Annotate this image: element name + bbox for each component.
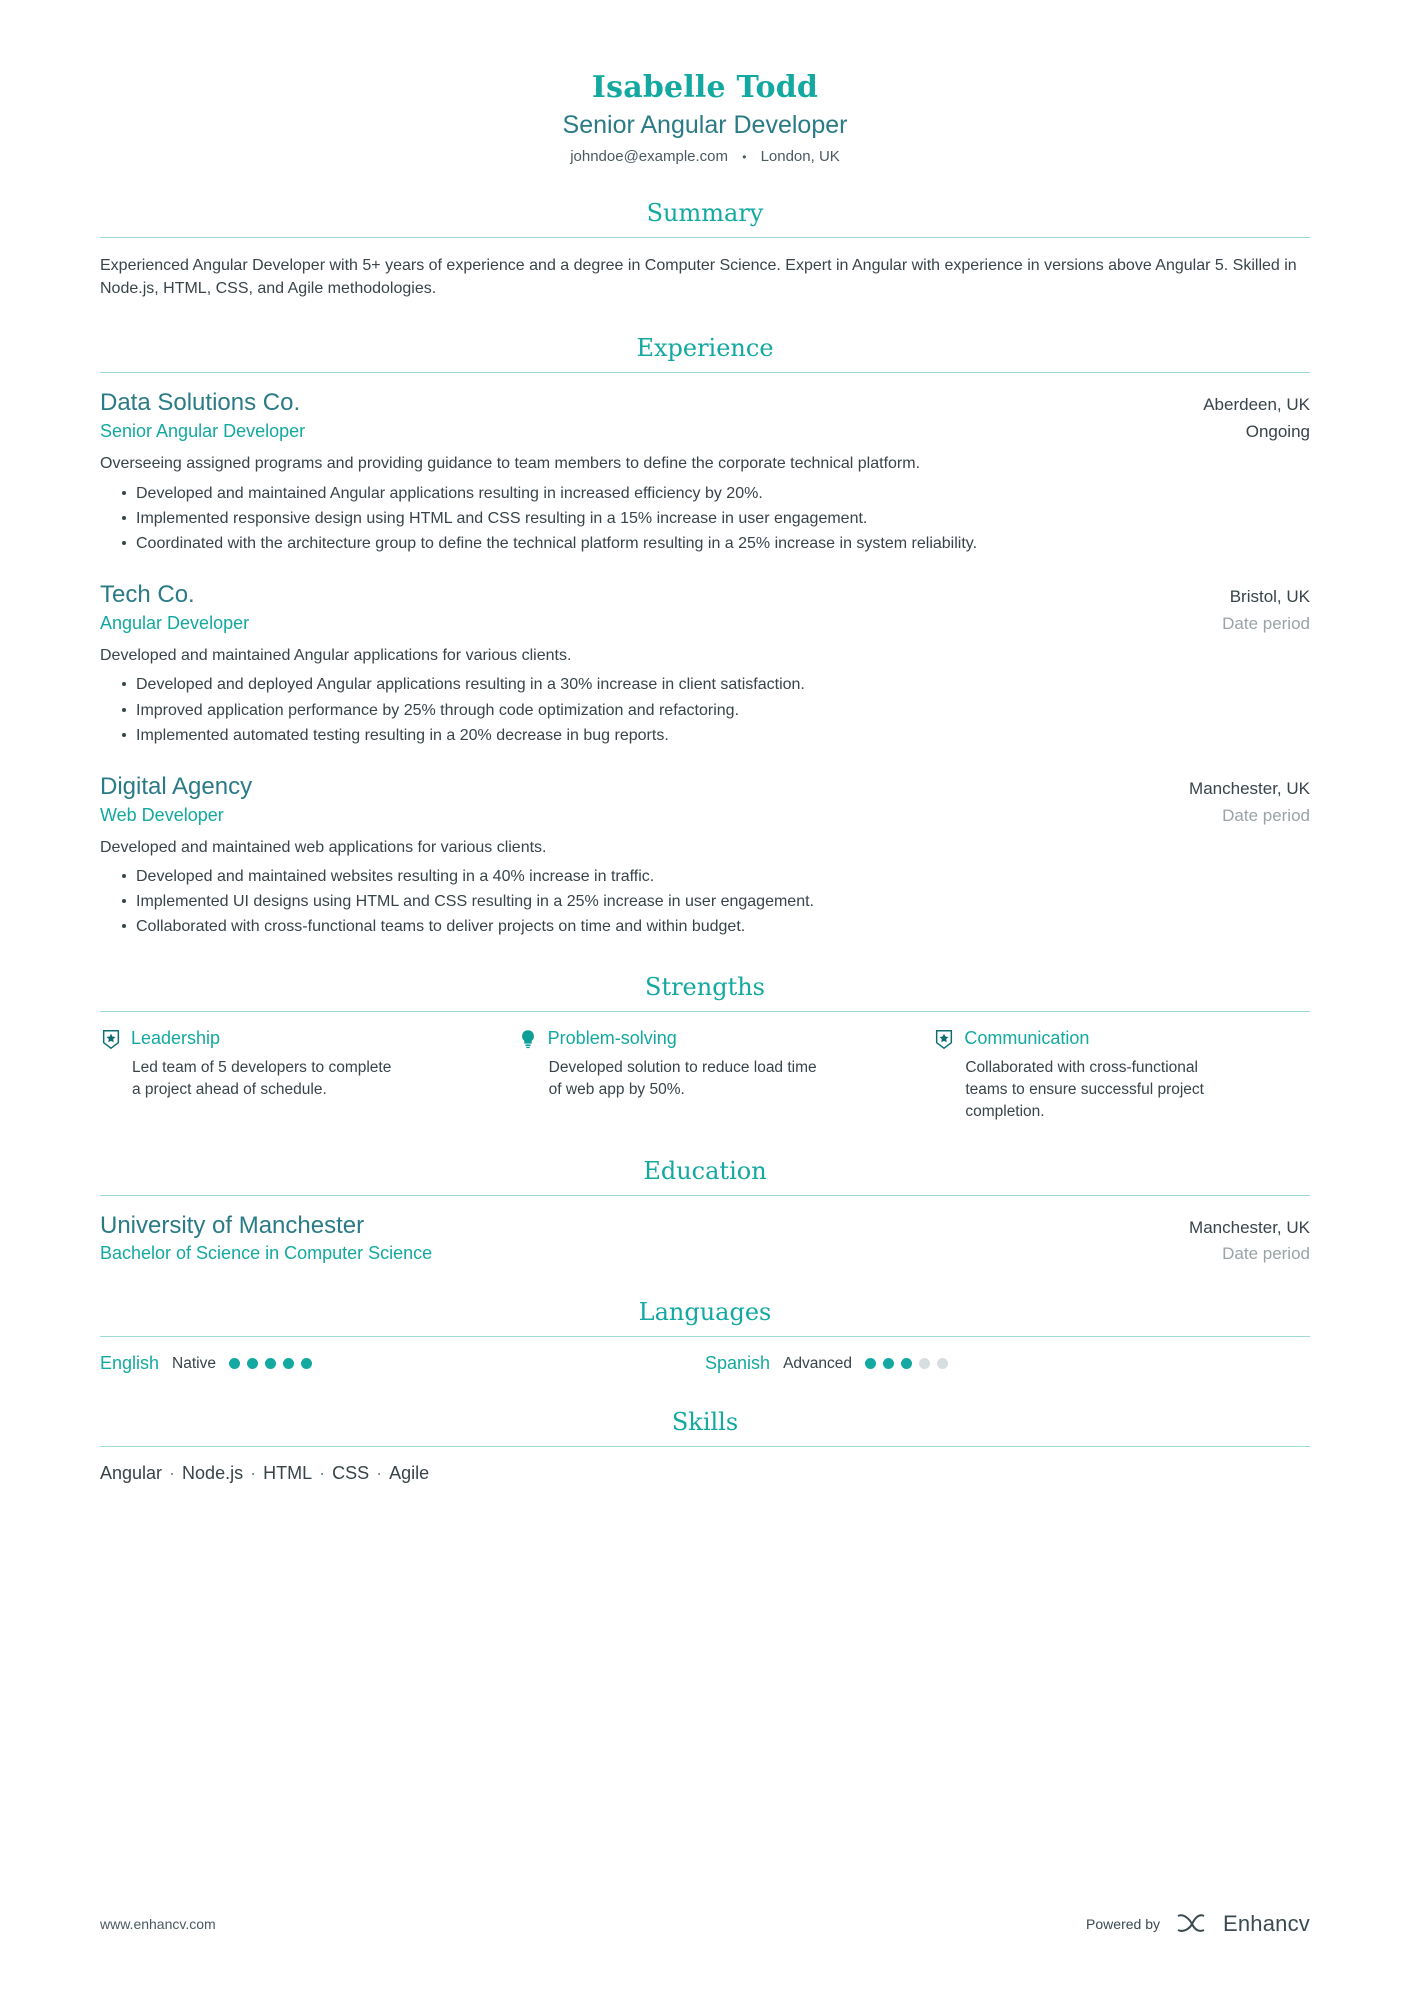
brand-logo [1174, 1911, 1310, 1937]
skill-separator: · [376, 1463, 383, 1484]
education-entry [100, 1212, 1310, 1265]
strength-item [517, 1028, 894, 1123]
brand-name: Enhancv [1222, 1911, 1310, 1936]
contact-line [100, 148, 1310, 165]
list-item: Developed and maintained Angular applications resulting in increased efficiency by 20%. [122, 482, 1310, 505]
experience-location: Aberdeen, UK [1203, 395, 1310, 415]
section-languages [100, 1298, 1310, 1374]
experience-company: Tech Co. [100, 581, 195, 609]
education-location: Manchester, UK [1189, 1217, 1310, 1237]
resume-header [100, 70, 1310, 165]
experience-description: Developed and maintained web applications for various clients. [100, 838, 547, 856]
experience-date: Date period [1222, 613, 1310, 633]
powered-by-label: Powered by [1086, 1916, 1160, 1932]
section-summary [100, 199, 1310, 300]
skills-list [100, 1463, 1310, 1484]
list-item: Coordinated with the architecture group to define the technical platform resulting in a 25% increase in system reliability. [122, 532, 1310, 555]
skill-item: Node.js [182, 1463, 244, 1484]
experience-role: Angular Developer [100, 612, 250, 633]
education-degree: Bachelor of Science in Computer Science [100, 1243, 433, 1264]
skill-item: Angular [100, 1463, 163, 1484]
experience-bullets [100, 482, 1310, 556]
strength-name: Communication [964, 1028, 1090, 1049]
experience-role: Web Developer [100, 804, 224, 825]
section-title-languages: Languages [638, 1298, 772, 1327]
section-divider [100, 1336, 1310, 1337]
experience-role: Senior Angular Developer [100, 421, 306, 442]
skill-item: CSS [332, 1463, 370, 1484]
list-item: Implemented automated testing resulting in a 20% decrease in bug reports. [122, 724, 1310, 747]
experience-company: Data Solutions Co. [100, 389, 301, 417]
section-skills [100, 1408, 1310, 1484]
language-rating-dots [865, 1358, 948, 1369]
strength-description: Led team of 5 developers to complete a project ahead of schedule. [132, 1058, 392, 1098]
skill-item: HTML [263, 1463, 313, 1484]
section-title-skills: Skills [671, 1408, 739, 1437]
contact-separator-icon: • [742, 150, 747, 165]
section-divider [100, 1195, 1310, 1196]
skill-separator: · [169, 1463, 176, 1484]
language-item [705, 1353, 1310, 1374]
contact-location: London, UK [760, 148, 840, 165]
strength-item [933, 1028, 1310, 1123]
section-title-experience: Experience [636, 334, 774, 363]
language-level: Native [172, 1354, 216, 1372]
experience-location: Manchester, UK [1189, 778, 1310, 798]
strength-name: Leadership [131, 1028, 221, 1049]
experience-description: Overseeing assigned programs and providing guidance to team members to define the corporate technical platform. [100, 455, 921, 473]
strength-item [100, 1028, 477, 1123]
language-level: Advanced [783, 1354, 853, 1372]
language-name: Spanish [705, 1353, 771, 1374]
language-rating-dots [229, 1358, 312, 1369]
candidate-role: Senior Angular Developer [562, 111, 848, 139]
experience-date: Date period [1222, 805, 1310, 825]
summary-text: Experienced Angular Developer with 5+ years of experience and a degree in Computer Science. Expert in Angular with experience in versions above Angular 5. Skilled in Node.js, HTML, CSS, and Agile methodologies. [100, 257, 1297, 298]
experience-bullets [100, 865, 1310, 939]
education-date: Date period [1222, 1244, 1310, 1264]
section-education [100, 1157, 1310, 1265]
experience-entry [100, 773, 1310, 939]
section-title-education: Education [643, 1156, 767, 1185]
experience-entry [100, 389, 1310, 555]
list-item: Implemented responsive design using HTML and CSS resulting in a 15% increase in user engagement. [122, 507, 1310, 530]
section-strengths [100, 973, 1310, 1123]
list-item: Implemented UI designs using HTML and CSS resulting in a 25% increase in user engagement. [122, 890, 1310, 913]
section-divider [100, 1011, 1310, 1012]
experience-location: Bristol, UK [1229, 587, 1310, 607]
strength-name: Problem-solving [547, 1028, 677, 1049]
experience-company: Digital Agency [100, 772, 253, 800]
list-item: Developed and maintained websites resulting in a 40% increase in traffic. [122, 865, 1310, 888]
list-item: Developed and deployed Angular applications resulting in a 30% increase in client satisfaction. [122, 673, 1310, 696]
experience-entry [100, 581, 1310, 747]
section-divider [100, 372, 1310, 373]
star-badge-icon [100, 1028, 122, 1050]
section-title-strengths: Strengths [645, 972, 765, 1001]
experience-description: Developed and maintained Angular applications for various clients. [100, 646, 572, 664]
enhancv-logo-icon [1174, 1911, 1214, 1937]
section-divider [100, 237, 1310, 238]
education-school: University of Manchester [100, 1211, 365, 1239]
section-divider [100, 1446, 1310, 1447]
contact-email: johndoe@example.com [570, 148, 729, 165]
skill-item: Agile [389, 1463, 430, 1484]
star-badge-icon [933, 1028, 955, 1050]
experience-date: Ongoing [1245, 422, 1310, 442]
list-item: Collaborated with cross-functional teams to deliver projects on time and within budget. [122, 915, 1310, 938]
strength-description: Developed solution to reduce load time of web app by 50%. [548, 1058, 817, 1098]
lightbulb-icon [517, 1028, 539, 1050]
page-footer [100, 1911, 1310, 1937]
strength-description: Collaborated with cross-functional teams to ensure successful project completion. [965, 1058, 1204, 1120]
section-title-summary: Summary [646, 199, 764, 227]
language-item [100, 1353, 705, 1374]
section-experience [100, 334, 1310, 938]
experience-bullets [100, 673, 1310, 747]
footer-website-url[interactable]: www.enhancv.com [100, 1916, 216, 1932]
list-item: Improved application performance by 25% through code optimization and refactoring. [122, 699, 1310, 722]
skill-separator: · [250, 1463, 257, 1484]
candidate-name: Isabelle Todd [591, 70, 819, 105]
skill-separator: · [319, 1463, 326, 1484]
language-name: English [100, 1353, 160, 1374]
